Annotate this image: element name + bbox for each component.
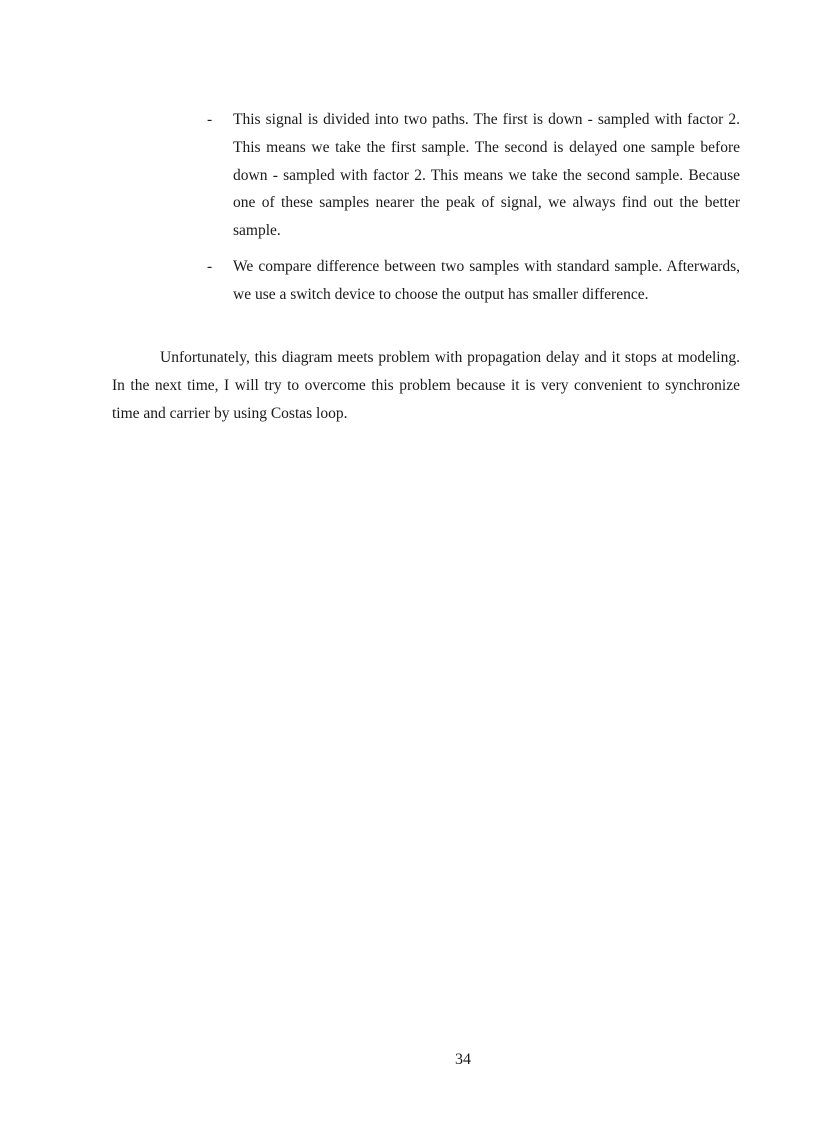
bullet-marker: - [207, 111, 213, 128]
bullet-marker: - [207, 257, 213, 275]
body-paragraph: Unfortunately, this diagram meets problem with propagation delay and it stops at modeling. In the next time, I will try to overcome this problem because it is very convenient to synchronize time and carrier by using Costas loop. [112, 349, 740, 422]
bullet-list [207, 106, 740, 317]
bullet-item-signal-paths [207, 106, 740, 245]
bullet-text: We compare difference between two samples with standard sample. Afterwards, we use a switch device to choose the output has smaller difference. [233, 257, 740, 303]
bullet-item-compare-difference [207, 253, 740, 309]
bullet-text: This signal is divided into two paths. The first is down - sampled with factor 2. This means we take the first sample. The second is delayed one sample before down - sampled with factor 2. This means we take the second sample. Because one of these samples nearer the peak of signal, we always find out the better sample. [233, 111, 740, 240]
page-number: 34 [455, 1051, 471, 1068]
